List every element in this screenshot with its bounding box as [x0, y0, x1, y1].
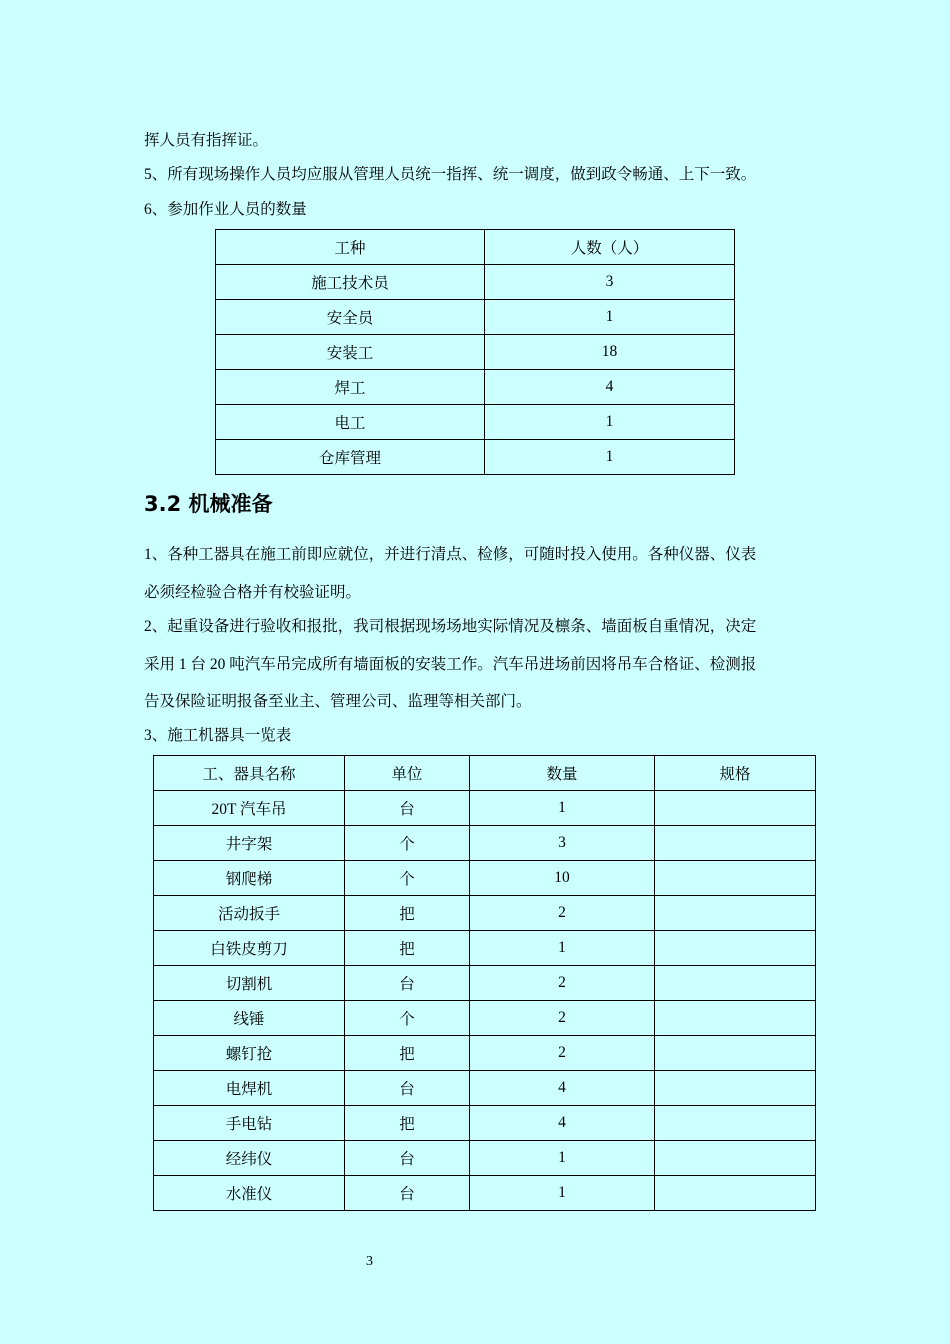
table-cell: 水准仪 — [154, 1176, 345, 1211]
header-cell: 人数（人） — [485, 230, 735, 265]
paragraph-line: 告及保险证明报备至业主、管理公司、监理等相关部门。 — [144, 693, 532, 710]
table-row — [216, 265, 735, 300]
table-cell: 2 — [470, 1001, 655, 1036]
paragraph-line: 3、施工机器具一览表 — [144, 727, 292, 744]
paragraph-line: 必须经检验合格并有校验证明。 — [144, 584, 362, 601]
table-cell: 2 — [470, 1036, 655, 1071]
table-cell: 1 — [470, 791, 655, 826]
paragraph-line: 挥人员有指挥证。 — [144, 132, 269, 149]
table-cell — [655, 791, 816, 826]
table-cell — [655, 1141, 816, 1176]
table-row — [216, 440, 735, 475]
table-cell: 安装工 — [216, 335, 485, 370]
header-cell: 单位 — [345, 756, 470, 791]
header-cell: 工种 — [216, 230, 485, 265]
table-cell: 钢爬梯 — [154, 861, 345, 896]
table-cell — [655, 1176, 816, 1211]
page-number: 3 — [366, 1254, 373, 1269]
table-cell: 3 — [470, 826, 655, 861]
table-cell: 焊工 — [216, 370, 485, 405]
table-row — [154, 826, 816, 861]
table-cell — [655, 931, 816, 966]
table-row — [216, 370, 735, 405]
table-header-row — [154, 756, 816, 791]
table-cell: 个 — [345, 861, 470, 896]
table-cell: 1 — [470, 931, 655, 966]
header-cell: 规格 — [655, 756, 816, 791]
table-cell: 个 — [345, 1001, 470, 1036]
table-cell: 安全员 — [216, 300, 485, 335]
paragraph-line: 采用 1 台 20 吨汽车吊完成所有墙面板的安装工作。汽车吊进场前因将吊车合格证、检测报 — [144, 656, 757, 673]
table-cell — [655, 1036, 816, 1071]
table-row — [154, 1141, 816, 1176]
tools-table — [153, 755, 816, 1211]
table-cell: 仓库管理 — [216, 440, 485, 475]
table-cell: 1 — [485, 440, 735, 475]
table-cell: 把 — [345, 896, 470, 931]
table-cell: 4 — [485, 370, 735, 405]
table-cell: 4 — [470, 1106, 655, 1141]
table-cell: 白铁皮剪刀 — [154, 931, 345, 966]
table-row — [154, 1106, 816, 1141]
table-cell — [655, 896, 816, 931]
table-cell: 20T 汽车吊 — [154, 791, 345, 826]
table-cell: 把 — [345, 1036, 470, 1071]
table-cell: 3 — [485, 265, 735, 300]
paragraph-line: 2、起重设备进行验收和报批，我司根据现场场地实际情况及檩条、墙面板自重情况，决定 — [144, 618, 757, 635]
table-cell: 2 — [470, 966, 655, 1001]
table-row — [154, 966, 816, 1001]
table-cell — [655, 826, 816, 861]
paragraph-line: 5、所有现场操作人员均应服从管理人员统一指挥、统一调度，做到政令畅通、上下一致。 — [144, 166, 757, 183]
table-row — [216, 300, 735, 335]
table-cell — [655, 1106, 816, 1141]
table-cell: 18 — [485, 335, 735, 370]
table-cell: 手电钻 — [154, 1106, 345, 1141]
table-cell: 1 — [470, 1141, 655, 1176]
table-cell: 4 — [470, 1071, 655, 1106]
table-cell: 台 — [345, 1071, 470, 1106]
table-cell: 台 — [345, 966, 470, 1001]
table-row — [154, 931, 816, 966]
table-cell — [655, 1071, 816, 1106]
paragraph-line: 6、参加作业人员的数量 — [144, 201, 307, 218]
table-cell: 井字架 — [154, 826, 345, 861]
table-cell: 螺钉抢 — [154, 1036, 345, 1071]
table-cell: 个 — [345, 826, 470, 861]
table-cell: 电工 — [216, 405, 485, 440]
table-cell: 把 — [345, 1106, 470, 1141]
table-row — [154, 1001, 816, 1036]
table-cell: 活动扳手 — [154, 896, 345, 931]
table-cell — [655, 861, 816, 896]
table-cell: 电焊机 — [154, 1071, 345, 1106]
header-cell: 工、器具名称 — [154, 756, 345, 791]
table-row — [154, 791, 816, 826]
table-cell: 把 — [345, 931, 470, 966]
table-cell — [655, 966, 816, 1001]
table-row — [216, 335, 735, 370]
table-row — [154, 896, 816, 931]
table-cell: 经纬仪 — [154, 1141, 345, 1176]
header-cell: 数量 — [470, 756, 655, 791]
table-cell: 1 — [485, 405, 735, 440]
table-header-row — [216, 230, 735, 265]
table-row — [154, 861, 816, 896]
table-row — [154, 1176, 816, 1211]
paragraph-line: 1、各种工器具在施工前即应就位，并进行清点、检修，可随时投入使用。各种仪器、仪表 — [144, 546, 757, 563]
section-heading: 3.2 机械准备 — [144, 492, 273, 516]
table-cell: 台 — [345, 1141, 470, 1176]
table-cell: 2 — [470, 896, 655, 931]
table-cell — [655, 1001, 816, 1036]
table-row — [154, 1036, 816, 1071]
table-cell: 1 — [470, 1176, 655, 1211]
table-cell: 施工技术员 — [216, 265, 485, 300]
table-cell: 1 — [485, 300, 735, 335]
table-cell: 切割机 — [154, 966, 345, 1001]
staff-table — [215, 229, 735, 475]
table-row — [216, 405, 735, 440]
table-cell: 台 — [345, 791, 470, 826]
table-row — [154, 1071, 816, 1106]
table-cell: 线锤 — [154, 1001, 345, 1036]
table-cell: 10 — [470, 861, 655, 896]
table-cell: 台 — [345, 1176, 470, 1211]
